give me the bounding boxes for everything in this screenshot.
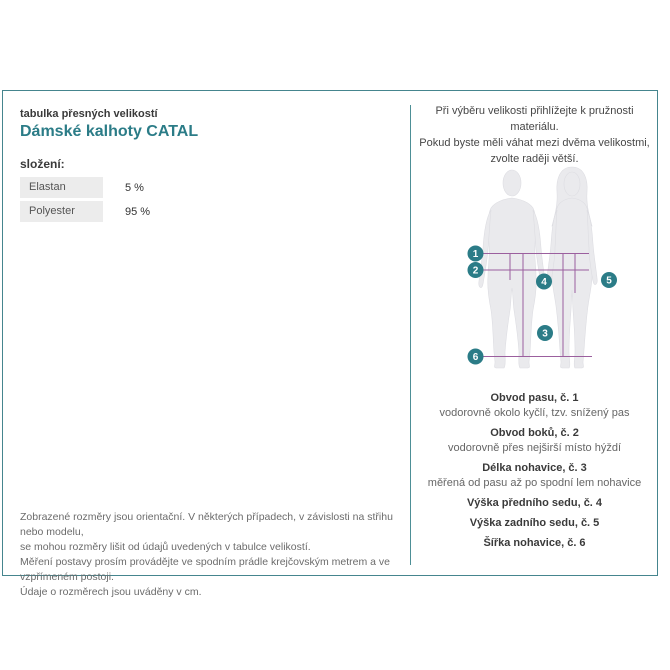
disclaimer-line: Měření postavy prosím provádějte ve spodním prádle krejčovským metrem a ve vzpřímeném postoji. bbox=[20, 556, 390, 583]
size-chart-panel bbox=[2, 90, 658, 598]
disclaimer-line: se mohou rozměry lišit od údajů uvedených v tabulce velikostí. bbox=[20, 541, 311, 553]
table-row bbox=[20, 201, 220, 222]
legend-item-waist bbox=[411, 391, 658, 421]
marker-3 bbox=[537, 325, 553, 341]
marker-5 bbox=[601, 272, 617, 288]
svg-text:5: 5 bbox=[606, 275, 612, 287]
svg-text:4: 4 bbox=[541, 277, 547, 288]
legend-description: měřená od pasu až po spodní lem nohavice bbox=[427, 477, 642, 489]
legend-title: Obvod pasu, č. 1 bbox=[490, 392, 579, 404]
advice-line: Při výběru velikosti přihlížejte k pružnosti materiálu. bbox=[435, 105, 634, 133]
material-percent-cell: 5 % bbox=[125, 181, 144, 194]
material-name-cell: Polyester bbox=[20, 201, 103, 222]
table-row bbox=[20, 177, 220, 198]
material-percent-cell: 95 % bbox=[125, 205, 151, 218]
svg-text:6: 6 bbox=[472, 352, 479, 363]
disclaimer-line: Údaje o rozměrech jsou uváděny v cm. bbox=[20, 586, 202, 598]
legend-item-front-rise bbox=[411, 496, 658, 511]
composition-table bbox=[20, 177, 220, 225]
legend-title: Výška zadního sedu, č. 5 bbox=[469, 517, 600, 529]
table-eyebrow-label: tabulka přesných velikostí bbox=[20, 108, 158, 120]
legend-title: Výška předního sedu, č. 4 bbox=[466, 497, 603, 509]
product-title: Dámské kalhoty CATAL bbox=[20, 123, 199, 140]
svg-text:3: 3 bbox=[542, 328, 548, 340]
marker-4 bbox=[536, 274, 552, 290]
material-name-cell: Elastan bbox=[20, 177, 103, 198]
legend-item-back-rise bbox=[411, 516, 658, 531]
marker-6 bbox=[468, 349, 484, 365]
svg-text:1: 1 bbox=[472, 249, 479, 260]
measurement-legend bbox=[411, 391, 658, 556]
advice-line: Pokud byste měli váhat mezi dvěma velikostmi, bbox=[419, 137, 650, 149]
legend-title: Šířka nohavice, č. 6 bbox=[483, 537, 586, 549]
advice-line: zvolte raději větší. bbox=[490, 153, 579, 165]
legend-title: Obvod boků, č. 2 bbox=[490, 427, 579, 439]
measurement-disclaimer bbox=[20, 510, 405, 600]
svg-text:2: 2 bbox=[472, 265, 479, 277]
legend-item-leg-width bbox=[411, 536, 658, 551]
legend-item-leg-length bbox=[411, 461, 658, 491]
male-figure-silhouette bbox=[479, 170, 545, 368]
marker-1 bbox=[468, 246, 484, 262]
measurement-diagram bbox=[411, 158, 658, 383]
composition-heading: složení: bbox=[20, 157, 65, 171]
legend-title: Délka nohavice, č. 3 bbox=[482, 462, 587, 474]
legend-item-hips bbox=[411, 426, 658, 456]
legend-description: vodorovně přes nejširší místo hýždí bbox=[447, 442, 622, 454]
disclaimer-line: Zobrazené rozměry jsou orientační. V některých případech, v závislosti na střihu nebo modelu, bbox=[20, 511, 393, 538]
female-figure-silhouette bbox=[547, 167, 597, 368]
marker-2 bbox=[468, 262, 484, 278]
legend-description: vodorovně okolo kyčlí, tzv. snížený pas bbox=[439, 407, 630, 419]
